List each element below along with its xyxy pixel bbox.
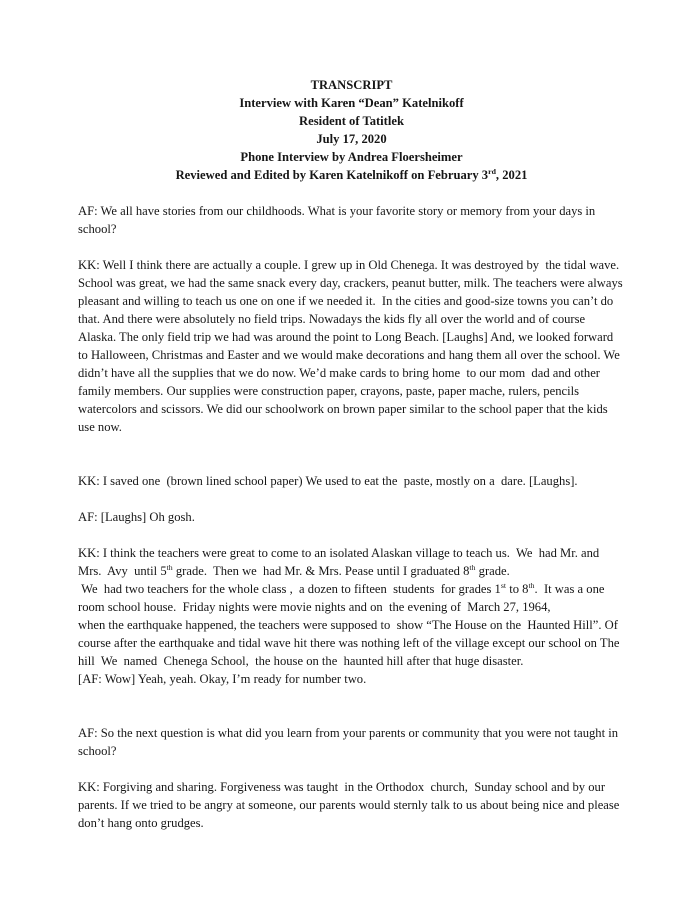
paragraph xyxy=(78,670,625,688)
text-run: July 17, 2020 xyxy=(316,132,387,146)
text-run: We had two teachers for the whole class , a dozen to fifteen students for grades 1 xyxy=(78,582,501,596)
blank-line xyxy=(78,526,625,544)
text-run: grade. xyxy=(475,564,510,578)
blank-line xyxy=(78,706,625,724)
transcript-body xyxy=(78,202,625,832)
paragraph xyxy=(78,580,625,616)
text-run: Resident of Tatitlek xyxy=(299,114,404,128)
title-line xyxy=(78,112,625,130)
superscript-text: st xyxy=(500,580,507,590)
text-run: [AF: Wow] Yeah, yeah. Okay, I’m ready for number two. xyxy=(78,672,367,686)
title-block xyxy=(78,76,625,184)
text-run: Phone Interview by Andrea Floersheimer xyxy=(240,150,463,164)
blank-line xyxy=(78,760,625,778)
title-line xyxy=(78,148,625,166)
text-run: TRANSCRIPT xyxy=(310,78,393,92)
paragraph xyxy=(78,616,625,670)
text-run: . It was a one room school house. Friday nights were movie nights and on the evening of March 27, 1964, xyxy=(78,582,608,614)
paragraph xyxy=(78,724,625,760)
paragraph xyxy=(78,256,625,436)
text-run: to 8 xyxy=(506,582,529,596)
title-line xyxy=(78,166,625,184)
superscript-text: th xyxy=(166,562,173,572)
title-line xyxy=(78,76,625,94)
paragraph xyxy=(78,472,625,490)
text-run: AF: So the next question is what did you learn from your parents or community that you were not taught in school? xyxy=(78,726,622,758)
text-run: , 2021 xyxy=(495,168,528,182)
text-run: KK: Forgiving and sharing. Forgiveness was taught in the Orthodox church, Sunday school and by our parents. If we tried to be angry at someone, our parents would sternly talk to us about being nice and please don’t hang onto grudges. xyxy=(78,780,623,830)
blank-line xyxy=(78,436,625,454)
text-run: when the earthquake happened, the teachers were supposed to show “The House on the Haunted Hill”. Of course after the earthquake and tidal wave hit there was nothing left of the village except our school on The hill We named Chenega School, the house on the haunted hill after that huge disaster. xyxy=(78,618,623,668)
paragraph xyxy=(78,778,625,832)
superscript-text: th xyxy=(528,580,535,590)
text-run: KK: I saved one (brown lined school paper) We used to eat the paste, mostly on a dare. [Laughs]. xyxy=(78,474,578,488)
superscript-text: th xyxy=(469,562,476,572)
paragraph xyxy=(78,544,625,580)
superscript-text: rd xyxy=(488,166,496,176)
paragraph xyxy=(78,508,625,526)
text-run: KK: I think the teachers were great to come to an isolated Alaskan village to teach us. We had Mr. and Mrs. Avy until 5 xyxy=(78,546,603,578)
text-run: Interview with Karen “Dean” Katelnikoff xyxy=(239,96,464,110)
blank-line xyxy=(78,688,625,706)
paragraph xyxy=(78,202,625,238)
blank-line xyxy=(78,490,625,508)
text-run: KK: Well I think there are actually a couple. I grew up in Old Chenega. It was destroyed by the tidal wave. School was great, we had the same snack every day, crackers, peanut butter, milk. The teachers were always pleasant and willing to teach us one on one if we needed it. In the cities and good-size towns you can’t do that. And there were absolutely no field trips. Nowadays the kids fly all over the world and of course Alaska. The only field trip we had was around the point to Long Beach. [Laughs] And, we looked forward to Halloween, Christmas and Easter and we would make decorations and hang them all over the school. We didn’t have all the supplies that we do now. We’d make cards to bring home to our mom dad and other family members. Our supplies were construction paper, crayons, paste, paper mache, rulers, pencils watercolors and scissors. We did our schoolwork on brown paper similar to the school paper that the kids use now. xyxy=(78,258,626,434)
title-line xyxy=(78,130,625,148)
title-line xyxy=(78,94,625,112)
text-run: Reviewed and Edited by Karen Katelnikoff on February 3 xyxy=(175,168,489,182)
text-run: AF: [Laughs] Oh gosh. xyxy=(78,510,195,524)
blank-line xyxy=(78,238,625,256)
text-run: AF: We all have stories from our childhoods. What is your favorite story or memory from your days in school? xyxy=(78,204,599,236)
blank-line xyxy=(78,454,625,472)
text-run: grade. Then we had Mr. & Mrs. Pease until I graduated 8 xyxy=(172,564,470,578)
